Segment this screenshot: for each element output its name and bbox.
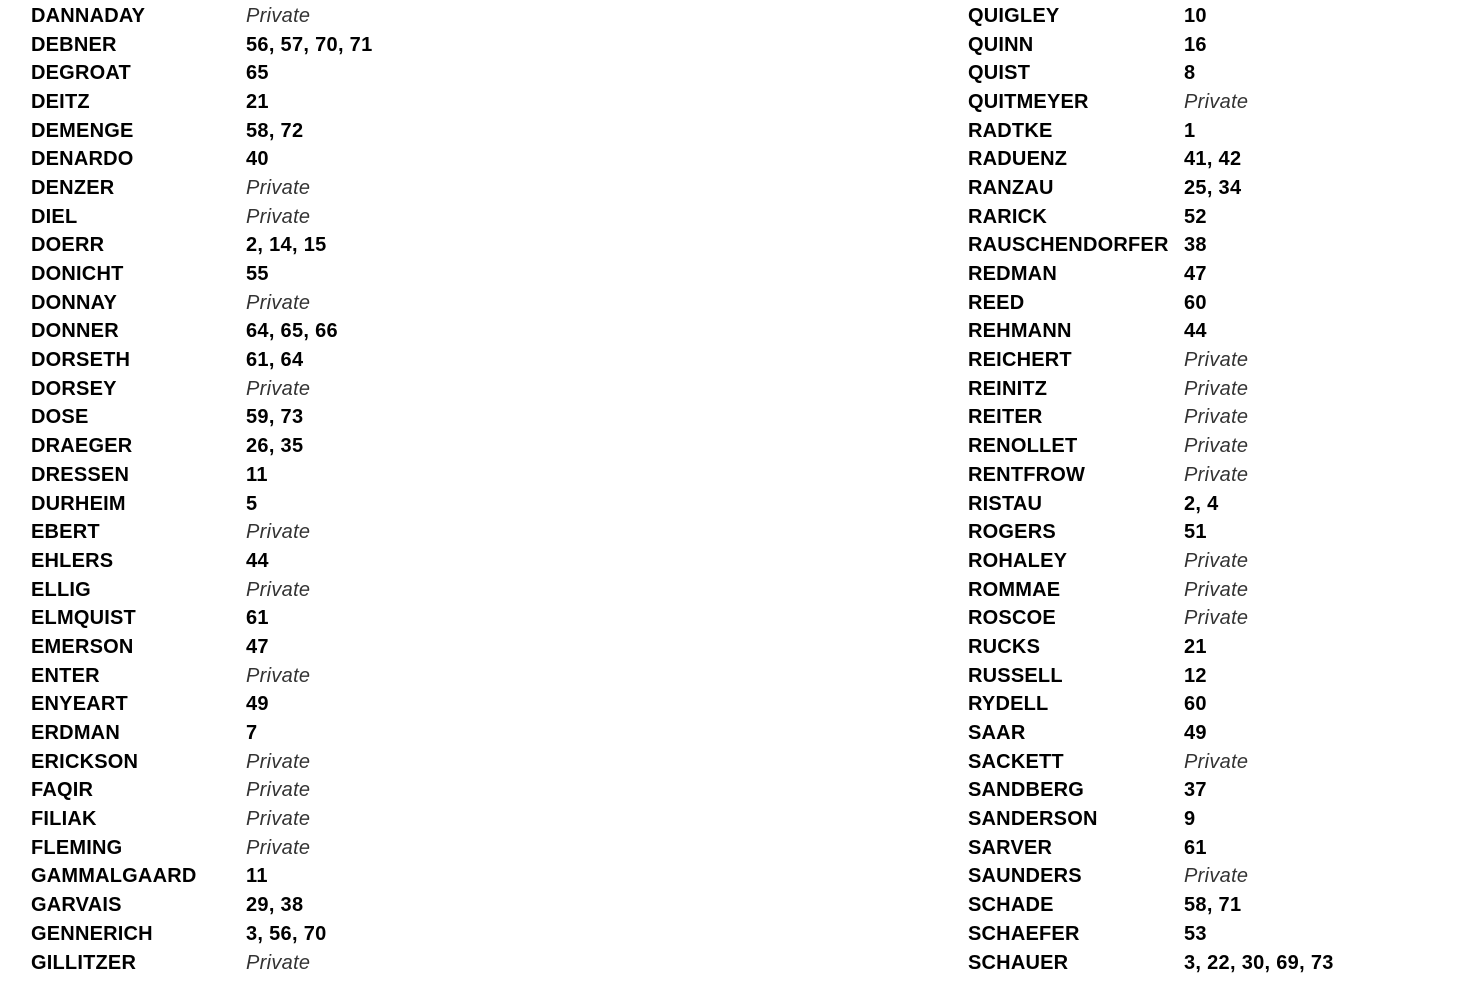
page-refs: 7 <box>246 722 258 745</box>
surname: SANDERSON <box>968 808 1098 831</box>
index-row <box>31 59 373 88</box>
page-refs: 8 <box>1184 62 1196 85</box>
index-row <box>31 232 373 261</box>
page-refs: Private <box>246 4 311 27</box>
page-refs: 65 <box>246 62 269 85</box>
page-refs: Private <box>1184 578 1249 601</box>
surname: REINITZ <box>968 377 1048 400</box>
page-refs: 11 <box>246 463 268 486</box>
surname: DONICHT <box>31 263 124 286</box>
page-refs: 52 <box>1184 205 1207 228</box>
page-refs: 5 <box>246 492 258 515</box>
surname: RANZAU <box>968 176 1054 199</box>
index-row <box>968 318 1334 347</box>
page-refs: 16 <box>1184 33 1207 56</box>
surname: RADUENZ <box>968 148 1068 171</box>
surname: EMERSON <box>31 635 134 658</box>
page-refs: 44 <box>246 549 269 572</box>
index-row <box>31 117 373 146</box>
surname: DENZER <box>31 176 115 199</box>
index-row <box>968 117 1334 146</box>
surname: RUCKS <box>968 635 1041 658</box>
page-refs: 61, 64 <box>246 349 304 372</box>
page-refs: Private <box>246 808 311 831</box>
page-refs: Private <box>1184 377 1249 400</box>
surname: GENNERICH <box>31 922 153 945</box>
surname: ERDMAN <box>31 722 120 745</box>
surname: RENTFROW <box>968 463 1086 486</box>
surname: DORSETH <box>31 349 131 372</box>
page-refs: 49 <box>1184 722 1207 745</box>
index-row <box>31 604 373 633</box>
index-row <box>31 461 373 490</box>
page-refs: Private <box>1184 549 1249 572</box>
page-refs: 59, 73 <box>246 406 304 429</box>
page-refs: 12 <box>1184 664 1207 687</box>
surname: RYDELL <box>968 693 1049 716</box>
page-refs: Private <box>1184 90 1249 113</box>
page-refs: 60 <box>1184 693 1207 716</box>
surname: FILIAK <box>31 808 97 831</box>
surname: SCHADE <box>968 894 1054 917</box>
page-refs: Private <box>246 291 311 314</box>
surname: REDMAN <box>968 263 1057 286</box>
index-row <box>31 145 373 174</box>
page-refs: 1 <box>1184 119 1196 142</box>
surname: ELMQUIST <box>31 607 136 630</box>
surname: GAMMALGAARD <box>31 865 197 888</box>
surname: DANNADAY <box>31 4 146 27</box>
index-row <box>968 748 1334 777</box>
surname: RISTAU <box>968 492 1043 515</box>
surname: DEGROAT <box>31 62 131 85</box>
page-refs: 41, 42 <box>1184 148 1242 171</box>
index-row <box>968 633 1334 662</box>
page-refs: 64, 65, 66 <box>246 320 338 343</box>
page-refs: 9 <box>1184 808 1196 831</box>
page-refs: 25, 34 <box>1184 176 1242 199</box>
index-row <box>968 604 1334 633</box>
index-row <box>968 805 1334 834</box>
index-row <box>31 805 373 834</box>
index-row <box>968 691 1334 720</box>
surname: ENYEART <box>31 693 128 716</box>
index-row <box>968 346 1334 375</box>
index-row <box>31 547 373 576</box>
page-refs: 40 <box>246 148 269 171</box>
surname: DONNER <box>31 320 119 343</box>
page-refs: 37 <box>1184 779 1207 802</box>
index-row <box>31 174 373 203</box>
surname: SAAR <box>968 722 1026 745</box>
surname: DEBNER <box>31 33 117 56</box>
page-refs: Private <box>246 836 311 859</box>
index-row <box>31 891 373 920</box>
surname: DURHEIM <box>31 492 126 515</box>
surname: FAQIR <box>31 779 94 802</box>
page-refs: 3, 56, 70 <box>246 922 327 945</box>
surname: ERICKSON <box>31 750 139 773</box>
page-refs: 2, 4 <box>1184 492 1219 515</box>
surname: SAUNDERS <box>968 865 1082 888</box>
index-row <box>968 949 1334 978</box>
surname: EHLERS <box>31 549 114 572</box>
page-refs: Private <box>1184 865 1249 888</box>
index-row <box>968 31 1334 60</box>
index-row <box>31 834 373 863</box>
index-row <box>968 891 1334 920</box>
page-refs: 3, 22, 30, 69, 73 <box>1184 951 1334 974</box>
index-row <box>968 461 1334 490</box>
surname: DRAEGER <box>31 435 133 458</box>
page-refs: Private <box>1184 435 1249 458</box>
page-refs: Private <box>246 664 311 687</box>
surname: GILLITZER <box>31 951 137 974</box>
index-row <box>31 748 373 777</box>
page-refs: Private <box>246 377 311 400</box>
page-refs: 26, 35 <box>246 435 304 458</box>
surname: FLEMING <box>31 836 123 859</box>
page-refs: 38 <box>1184 234 1207 257</box>
surname: SACKETT <box>968 750 1064 773</box>
page-refs: 60 <box>1184 291 1207 314</box>
surname: GARVAIS <box>31 894 122 917</box>
index-row <box>968 518 1334 547</box>
index-row <box>968 289 1334 318</box>
index-row <box>968 404 1334 433</box>
surname: DRESSEN <box>31 463 130 486</box>
index-row <box>31 576 373 605</box>
page-refs: 21 <box>246 90 269 113</box>
surname: SARVER <box>968 836 1053 859</box>
surname: SANDBERG <box>968 779 1085 802</box>
index-row <box>31 490 373 519</box>
surname: RUSSELL <box>968 664 1063 687</box>
index-row <box>968 576 1334 605</box>
page-refs: 47 <box>246 635 269 658</box>
surname: DIEL <box>31 205 78 228</box>
page-refs: 58, 71 <box>1184 894 1242 917</box>
page-refs: Private <box>246 205 311 228</box>
surname: RAUSCHENDORFER <box>968 234 1169 257</box>
index-row <box>968 490 1334 519</box>
page-refs: Private <box>1184 349 1249 372</box>
surname: SCHAUER <box>968 951 1069 974</box>
surname: RENOLLET <box>968 435 1078 458</box>
surname: EBERT <box>31 521 100 544</box>
index-row <box>31 518 373 547</box>
surname: DEMENGE <box>31 119 134 142</box>
index-row <box>968 863 1334 892</box>
index-row <box>31 346 373 375</box>
page-refs: Private <box>246 176 311 199</box>
index-row <box>968 2 1334 31</box>
index-row <box>31 2 373 31</box>
index-row <box>31 432 373 461</box>
surname: REED <box>968 291 1025 314</box>
index-row <box>31 203 373 232</box>
surname: RARICK <box>968 205 1047 228</box>
index-row <box>968 203 1334 232</box>
surname: REHMANN <box>968 320 1072 343</box>
surname: DOERR <box>31 234 105 257</box>
page-refs: 10 <box>1184 4 1207 27</box>
surname: ENTER <box>31 664 100 687</box>
index-row <box>31 375 373 404</box>
index-row <box>968 547 1334 576</box>
index-row <box>968 834 1334 863</box>
index-row <box>968 777 1334 806</box>
index-row <box>968 260 1334 289</box>
index-row <box>968 719 1334 748</box>
page-refs: Private <box>1184 463 1249 486</box>
surname: DORSEY <box>31 377 117 400</box>
surname: DONNAY <box>31 291 118 314</box>
page-refs: 29, 38 <box>246 894 304 917</box>
page-refs: 56, 57, 70, 71 <box>246 33 373 56</box>
surname: DEITZ <box>31 90 90 113</box>
page-refs: 51 <box>1184 521 1207 544</box>
index-column-left <box>31 2 373 977</box>
index-row <box>31 920 373 949</box>
surname: ELLIG <box>31 578 91 601</box>
page-refs: Private <box>1184 607 1249 630</box>
index-column-right <box>968 2 1334 977</box>
page-refs: Private <box>1184 406 1249 429</box>
index-row <box>31 949 373 978</box>
page-refs: Private <box>1184 750 1249 773</box>
index-row <box>31 777 373 806</box>
index-row <box>31 31 373 60</box>
page-refs: 49 <box>246 693 269 716</box>
index-row <box>31 260 373 289</box>
index-row <box>968 59 1334 88</box>
surname: RADTKE <box>968 119 1053 142</box>
page-refs: 47 <box>1184 263 1207 286</box>
index-row <box>31 662 373 691</box>
page-refs: 21 <box>1184 635 1207 658</box>
page-refs: 55 <box>246 263 269 286</box>
index-row <box>31 289 373 318</box>
page-refs: Private <box>246 750 311 773</box>
page-refs: 44 <box>1184 320 1207 343</box>
surname: ROMMAE <box>968 578 1061 601</box>
page-refs: 53 <box>1184 922 1207 945</box>
index-row <box>968 232 1334 261</box>
index-row <box>968 88 1334 117</box>
page-refs: Private <box>246 951 311 974</box>
page-refs: Private <box>246 779 311 802</box>
page-refs: 58, 72 <box>246 119 304 142</box>
page-refs: 61 <box>246 607 269 630</box>
surname: ROHALEY <box>968 549 1068 572</box>
index-row <box>968 375 1334 404</box>
index-row <box>31 633 373 662</box>
index-row <box>968 174 1334 203</box>
surname: QUINN <box>968 33 1034 56</box>
surname: QUIST <box>968 62 1031 85</box>
index-row <box>968 432 1334 461</box>
page-refs: Private <box>246 578 311 601</box>
index-row <box>968 145 1334 174</box>
index-row <box>31 318 373 347</box>
page-refs: 11 <box>246 865 268 888</box>
surname: QUITMEYER <box>968 90 1089 113</box>
surname: QUIGLEY <box>968 4 1060 27</box>
page-refs: 2, 14, 15 <box>246 234 327 257</box>
page-refs: 61 <box>1184 836 1207 859</box>
surname: REICHERT <box>968 349 1072 372</box>
surname: SCHAEFER <box>968 922 1080 945</box>
page-refs: Private <box>246 521 311 544</box>
surname: ROSCOE <box>968 607 1056 630</box>
index-row <box>968 920 1334 949</box>
index-row <box>31 863 373 892</box>
index-row <box>31 719 373 748</box>
surname: ROGERS <box>968 521 1056 544</box>
surname: REITER <box>968 406 1043 429</box>
index-row <box>31 691 373 720</box>
surname: DENARDO <box>31 148 134 171</box>
surname: DOSE <box>31 406 89 429</box>
index-row <box>31 88 373 117</box>
index-row <box>968 662 1334 691</box>
index-row <box>31 404 373 433</box>
